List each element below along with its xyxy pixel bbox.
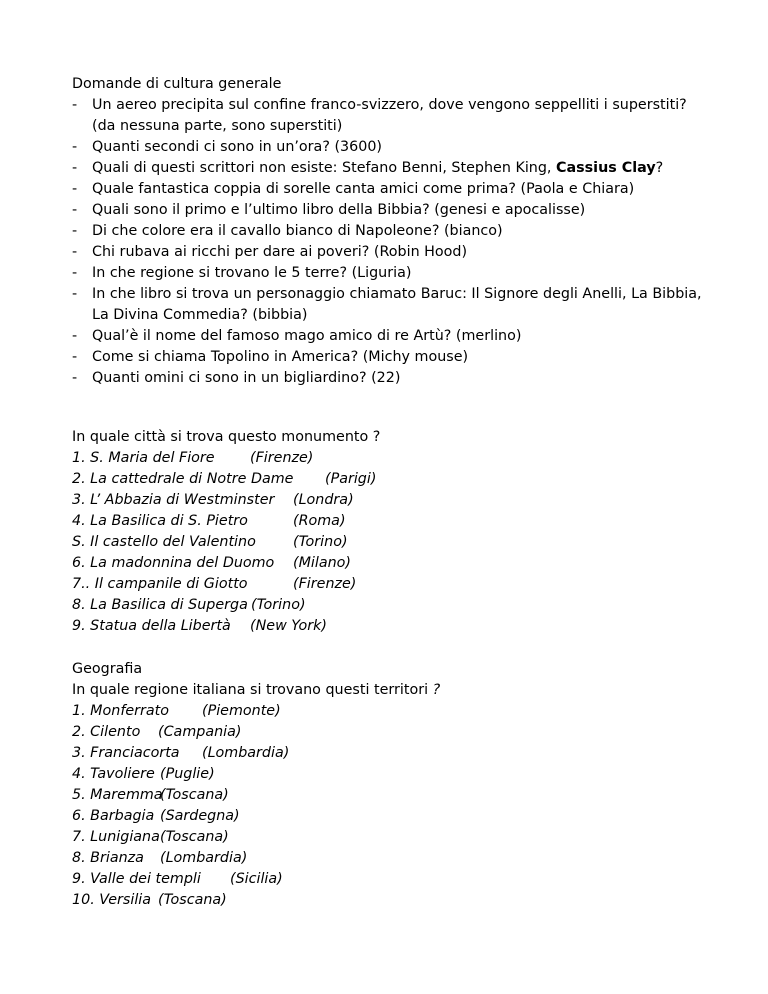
monument-name: 9. Statua della Libertà [72, 618, 231, 634]
monument-name: 6. La madonnina del Duomo [72, 555, 275, 571]
list-item [72, 827, 712, 848]
question-text: In che libro si trova un personaggio chiamato Baruc: Il Signore degli Anelli, La Bibbia, La Divina Commedia? (bibbia) [92, 286, 702, 323]
monument-name: S. Il castello del Valentino [72, 534, 256, 550]
question-suffix: ? [655, 160, 664, 176]
list-item [72, 890, 712, 911]
list-item [72, 701, 712, 722]
monument-name: 7.. Il campanile di Giotto [72, 576, 248, 592]
region-answer: (Sicilia) [230, 871, 283, 887]
monument-name: 2. La cattedrale di Notre Dame [72, 471, 294, 487]
list-item [72, 137, 712, 158]
territory-name: 1. Monferrato [72, 703, 170, 719]
section-cultura-generale [72, 74, 712, 389]
list-item [72, 595, 712, 616]
geografia-question [72, 680, 712, 701]
question-text: Quanti omini ci sono in un bigliardino? (22) [92, 370, 401, 386]
bullet-dash: - [72, 370, 78, 386]
city-answer: (Torino) [251, 597, 306, 613]
list-item [72, 347, 712, 368]
bullet-dash: - [72, 97, 78, 113]
list-item [72, 448, 712, 469]
question-text: Qual’è il nome del famoso mago amico di re Artù? (merlino) [92, 328, 522, 344]
list-item [72, 743, 712, 764]
region-answer: (Puglie) [160, 766, 215, 782]
question-text: Chi rubava ai ricchi per dare ai poveri? (Robin Hood) [92, 244, 468, 260]
monument-name: 3. L’ Abbazia di Westminster [72, 492, 275, 508]
monument-name: 8. La Basilica di Superga [72, 597, 248, 613]
list-item [72, 469, 712, 490]
region-answer: (Lombardia) [202, 745, 290, 761]
region-answer: (Piemonte) [202, 703, 281, 719]
list-item [72, 200, 712, 221]
region-answer: (Lombardia) [160, 850, 248, 866]
question-text: Quali sono il primo e l’ultimo libro della Bibbia? (genesi e apocalisse) [92, 202, 586, 218]
list-item [72, 806, 712, 827]
region-answer: (Sardegna) [160, 808, 240, 824]
list-item [72, 848, 712, 869]
list-item [72, 242, 712, 263]
question-text: Quali di questi scrittori non esiste: Stefano Benni, Stephen King, [92, 160, 557, 176]
bullet-dash: - [72, 139, 78, 155]
bullet-dash: - [72, 328, 78, 344]
list-item [72, 574, 712, 595]
list-item [72, 616, 712, 637]
section-title-geografia: Geografia [72, 661, 143, 677]
question-text: In che regione si trovano le 5 terre? (Liguria) [92, 265, 412, 281]
territory-name: 2. Cilento [72, 724, 141, 740]
list-item [72, 179, 712, 200]
territory-name: 5. Maremma [72, 787, 163, 803]
list-item [72, 95, 712, 137]
list-item [72, 158, 712, 179]
territory-name: 6. Barbagia [72, 808, 155, 824]
bullet-dash: - [72, 181, 78, 197]
section-title-monumenti: In quale città si trova questo monumento ? [72, 429, 381, 445]
question-text: Un aereo precipita sul confine franco-svizzero, dove vengono seppelliti i superstiti? (da nessuna parte, sono superstiti) [92, 97, 687, 134]
bullet-dash: - [72, 286, 78, 302]
territory-name: 3. Franciacorta [72, 745, 180, 761]
question-text: Quanti secondi ci sono in un’ora? (3600) [92, 139, 382, 155]
city-answer: (Firenze) [293, 576, 357, 592]
section-title-cultura: Domande di cultura generale [72, 76, 282, 92]
monument-name: 1. S. Maria del Fiore [72, 450, 215, 466]
territory-name: 9. Valle dei templi [72, 871, 201, 887]
bullet-dash: - [72, 160, 78, 176]
city-answer: (New York) [250, 618, 327, 634]
bold-answer: Cassius Clay [556, 160, 656, 176]
list-item [72, 764, 712, 785]
bullet-dash: - [72, 265, 78, 281]
section-geografia [72, 659, 712, 911]
list-item [72, 221, 712, 242]
list-item [72, 722, 712, 743]
question-text: Come si chiama Topolino in America? (Michy mouse) [92, 349, 469, 365]
bullet-dash: - [72, 349, 78, 365]
city-answer: (Londra) [293, 492, 354, 508]
territory-name: 10. Versilia [72, 892, 152, 908]
question-text: In quale regione italiana si trovano questi territori [72, 682, 429, 698]
question-mark: ? [432, 682, 441, 698]
list-item [72, 326, 712, 347]
bullet-dash: - [72, 223, 78, 239]
bullet-dash: - [72, 202, 78, 218]
territory-name: 8. Brianza [72, 850, 144, 866]
list-item [72, 553, 712, 574]
section-monumenti [72, 427, 712, 637]
city-answer: (Torino) [293, 534, 348, 550]
city-answer: (Parigi) [325, 471, 377, 487]
question-text: Quale fantastica coppia di sorelle canta amici come prima? (Paola e Chiara) [92, 181, 635, 197]
list-item [72, 869, 712, 890]
list-item [72, 284, 712, 326]
city-answer: (Milano) [293, 555, 352, 571]
bullet-dash: - [72, 244, 78, 260]
list-item [72, 263, 712, 284]
territory-name: 7. Lunigiana [72, 829, 160, 845]
question-text: Di che colore era il cavallo bianco di Napoleone? (bianco) [92, 223, 503, 239]
list-item [72, 511, 712, 532]
monument-name: 4. La Basilica di S. Pietro [72, 513, 248, 529]
territory-name: 4. Tavoliere [72, 766, 155, 782]
list-item [72, 368, 712, 389]
list-item [72, 532, 712, 553]
city-answer: (Roma) [293, 513, 346, 529]
region-answer: (Toscana) [158, 892, 227, 908]
city-answer: (Firenze) [250, 450, 314, 466]
list-item [72, 785, 712, 806]
region-answer: (Toscana) [160, 829, 229, 845]
list-item [72, 490, 712, 511]
region-answer: (Toscana) [160, 787, 229, 803]
region-answer: (Campania) [158, 724, 242, 740]
